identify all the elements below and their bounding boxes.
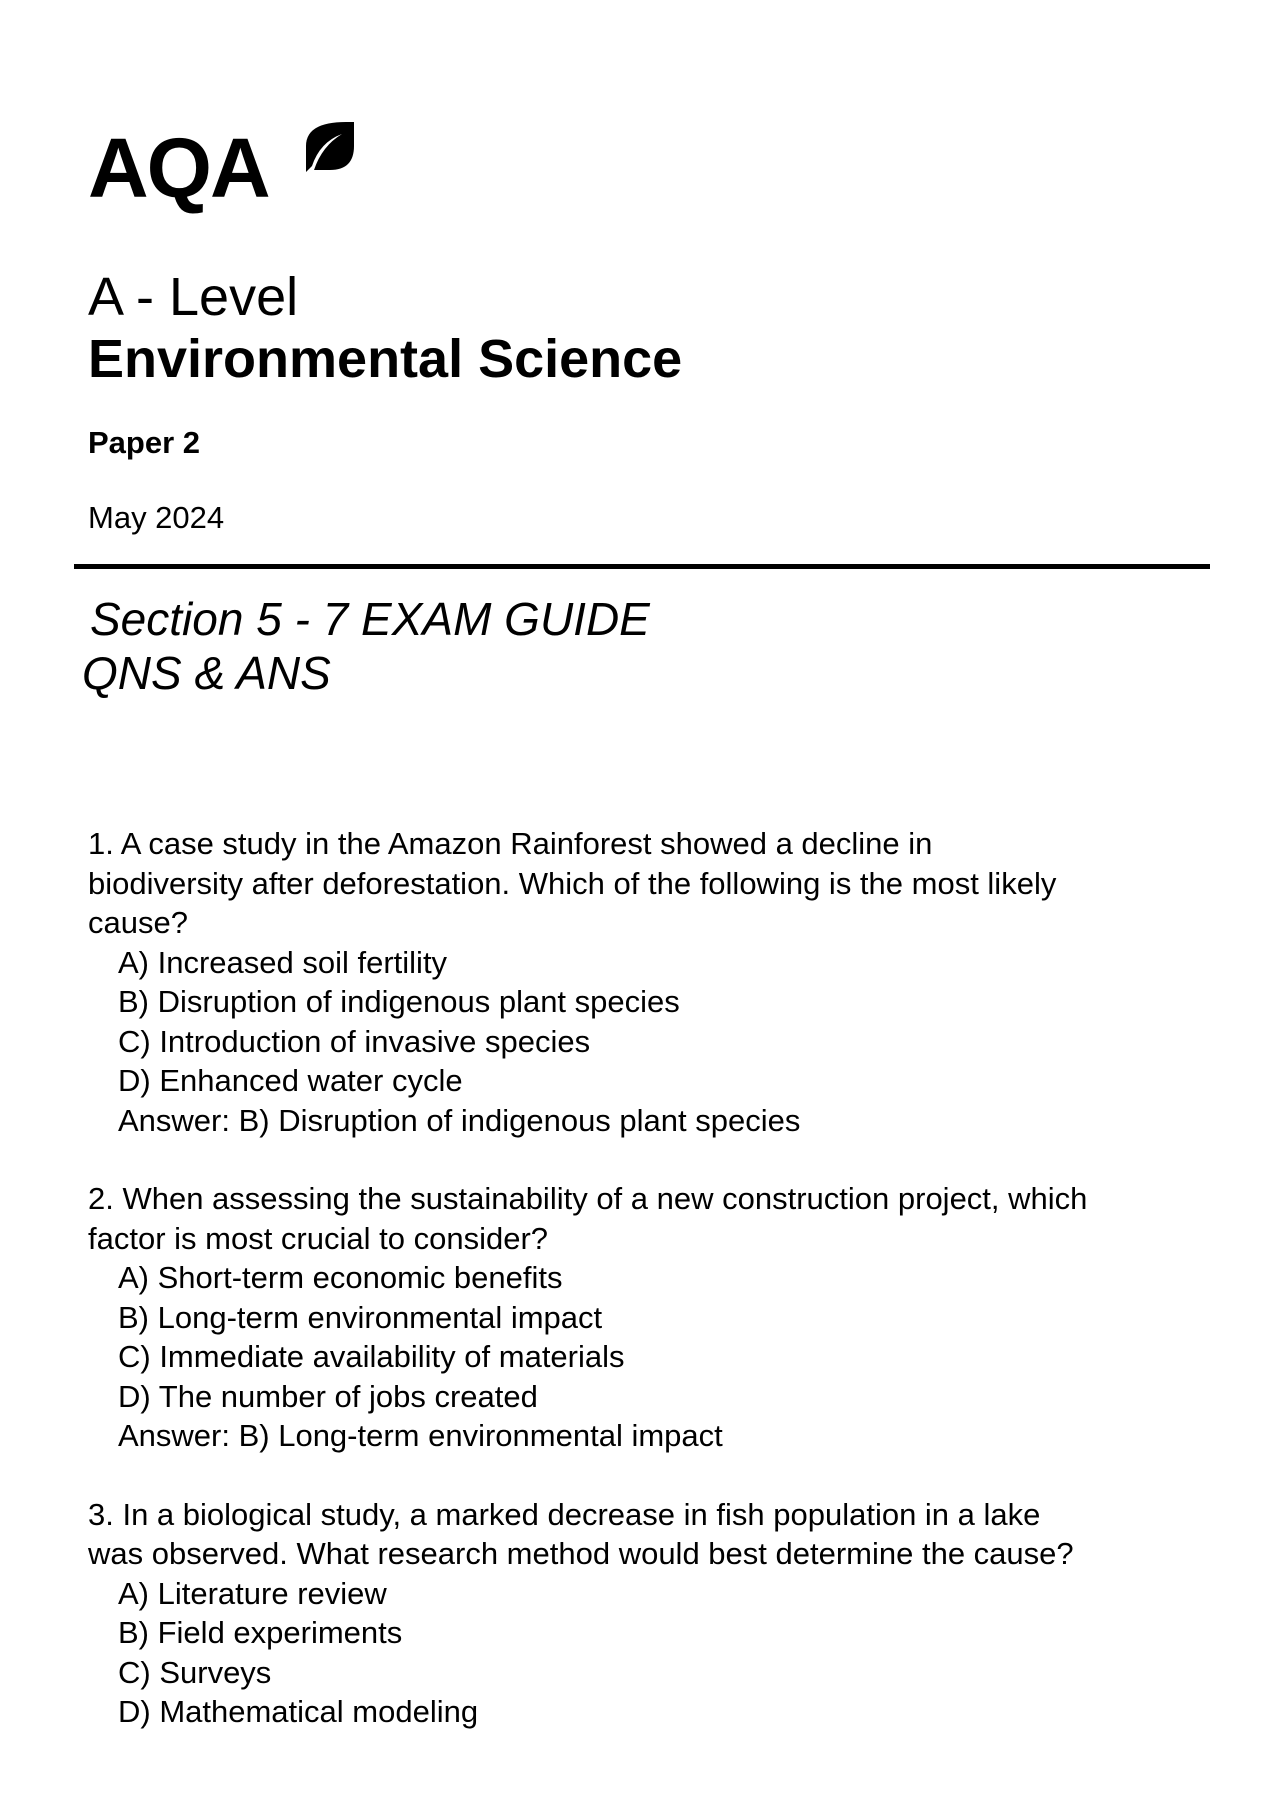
option-b: B) Long-term environmental impact [118, 1299, 603, 1335]
guide-title: Section 5 - 7 EXAM GUIDE [90, 593, 650, 645]
exam-date: May 2024 [88, 500, 225, 535]
option-d: D) Mathematical modeling [118, 1694, 479, 1729]
answer: Answer: B) Long-term environmental impact [118, 1418, 723, 1453]
subject-title: Environmental Science [88, 329, 683, 389]
answer: Answer: B) Disruption of indigenous plant species [118, 1102, 801, 1138]
option-c: C) Introduction of invasive species [118, 1023, 591, 1059]
paper-number: Paper 2 [88, 425, 201, 460]
qualification-level: A - Level [88, 267, 299, 327]
option-d: D) The number of jobs created [118, 1378, 538, 1414]
option-b: B) Disruption of indigenous plant species [118, 984, 680, 1019]
aqa-logo-text: AQA [88, 121, 269, 215]
option-a: A) Increased soil fertility [118, 944, 448, 980]
aqa-leaf-icon [296, 116, 356, 176]
option-a: A) Short-term economic benefits [118, 1260, 563, 1295]
option-c: C) Surveys [118, 1654, 272, 1690]
option-a: A) Literature review [118, 1575, 387, 1611]
option-c: C) Immediate availability of materials [118, 1339, 625, 1374]
question-1 [88, 824, 1088, 1140]
question-2 [88, 1179, 1088, 1456]
aqa-logo [88, 112, 363, 218]
option-b: B) Field experiments [118, 1615, 403, 1650]
question-text: 3. In a biological study, a marked decrease in fish population in a lake was observed. What research method would best determine the cause? [88, 1496, 1074, 1571]
option-d: D) Enhanced water cycle [118, 1063, 463, 1098]
question-text: 1. A case study in the Amazon Rainforest showed a decline in biodiversity after deforestation. Which of the following is the most likely cause? [88, 826, 1057, 940]
header-divider [74, 564, 1210, 569]
guide-subtitle: QNS & ANS [82, 647, 331, 699]
question-text: 2. When assessing the sustainability of a new construction project, which factor is most crucial to consider? [88, 1181, 1088, 1256]
question-3 [88, 1495, 1088, 1732]
question-list [88, 824, 1088, 1771]
